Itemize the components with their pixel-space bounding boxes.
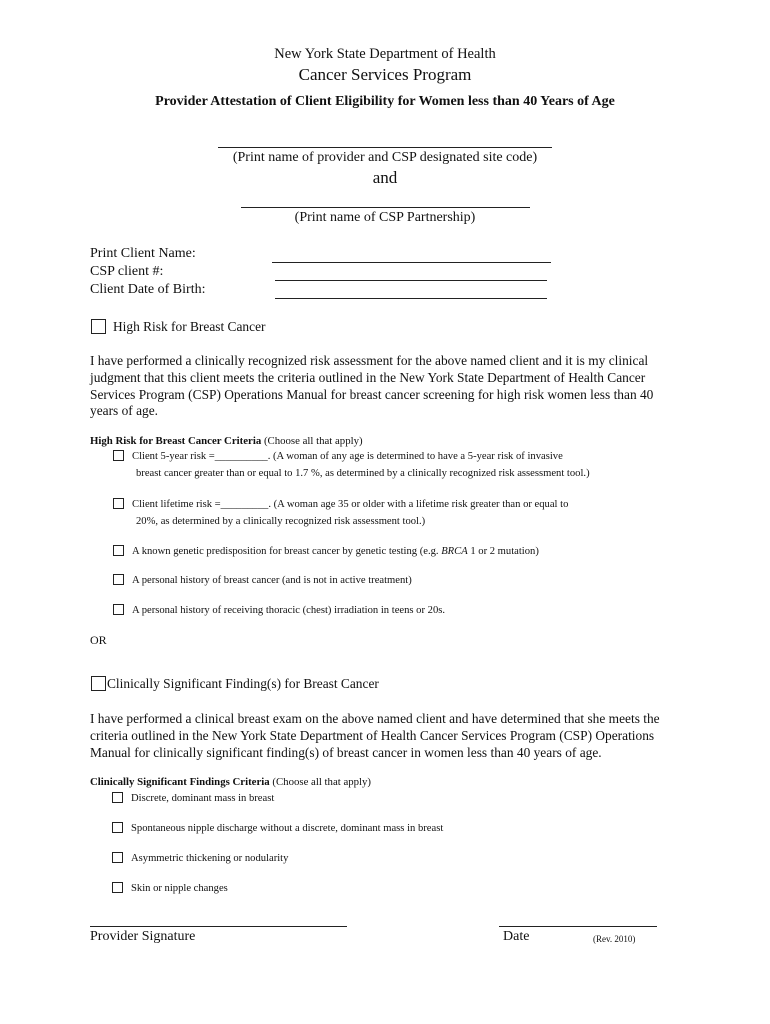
- criterion-irradiation: A personal history of receiving thoracic (chest) irradiation in teens or 20s.: [113, 602, 445, 619]
- clinical-heading: Clinically Significant Finding(s) for Breast Cancer: [91, 676, 379, 692]
- revision-label: (Rev. 2010): [593, 934, 636, 944]
- or-label: OR: [90, 633, 107, 647]
- high-risk-criteria-note: (Choose all that apply): [263, 435, 363, 447]
- criterion-lifetime-checkbox[interactable]: [113, 498, 124, 509]
- provider-name-line[interactable]: [218, 147, 552, 148]
- clinical-mass-checkbox[interactable]: [112, 792, 123, 803]
- clinical-checkbox[interactable]: [91, 676, 106, 691]
- clinical-skin-checkbox[interactable]: [112, 882, 123, 893]
- clinical-criterion-discharge: Spontaneous nipple discharge without a discrete, dominant mass in breast: [112, 820, 443, 837]
- client-dob-label: Client Date of Birth:: [90, 282, 206, 297]
- clinical-criterion-skin: Skin or nipple changes: [112, 880, 228, 897]
- high-risk-checkbox[interactable]: [91, 319, 106, 334]
- and-word: and: [372, 168, 398, 187]
- criterion-5yr-checkbox[interactable]: [113, 450, 124, 461]
- criterion-genetic-checkbox[interactable]: [113, 545, 124, 556]
- high-risk-heading: High Risk for Breast Cancer: [91, 319, 265, 335]
- criterion-irradiation-checkbox[interactable]: [113, 604, 124, 615]
- clinical-paragraph: I have performed a clinical breast exam on the above named client and have determined that she meets the criteria outlined in the New York State Department of Health Cancer Services Program (CSP) Operations Manual for clinically significant finding(s) of breast cancer in women less than 40 years of age.: [90, 711, 660, 760]
- criterion-5yr-risk: Client 5-year risk =__________. (A woman of any age is determined to have a 5-year risk of invasive breast cancer greater than or equal to 1.7 %, as determined by a clinically recognized risk assessment tool.): [113, 448, 590, 482]
- criterion-history-checkbox[interactable]: [113, 574, 124, 585]
- clinical-criteria-header: [90, 776, 371, 788]
- client-name-label: Print Client Name:: [90, 246, 196, 261]
- signature-label: Provider Signature: [90, 929, 196, 944]
- date-label: Date: [503, 929, 530, 944]
- clinical-discharge-checkbox[interactable]: [112, 822, 123, 833]
- clinical-criteria-note: (Choose all that apply): [272, 776, 372, 788]
- criterion-genetic: A known genetic predisposition for breast cancer by genetic testing (e.g. BRCA 1 or 2 mutation): [113, 543, 539, 560]
- provider-caption: (Print name of provider and CSP designated site code): [232, 150, 538, 165]
- client-name-field[interactable]: [272, 262, 551, 263]
- criterion-personal-history: A personal history of breast cancer (and is not in active treatment): [113, 572, 412, 589]
- clinical-criteria-title: Clinically Significant Findings Criteria: [90, 776, 270, 788]
- client-number-field[interactable]: [275, 280, 547, 281]
- clinical-thickening-checkbox[interactable]: [112, 852, 123, 863]
- department-name: New York State Department of Health: [274, 46, 496, 62]
- date-line[interactable]: [499, 926, 657, 927]
- partnership-caption: (Print name of CSP Partnership): [294, 210, 476, 225]
- clinical-criterion-thickening: Asymmetric thickening or nodularity: [112, 850, 288, 867]
- client-number-label: CSP client #:: [90, 264, 164, 279]
- high-risk-paragraph: I have performed a clinically recognized risk assessment for the above named client and it is my clinical judgment that this client meets the criteria outlined in the New York State Department of Health Cancer Services Program (CSP) Operations Manual for breast cancer screening for high risk women less than 40 years of age.: [90, 353, 654, 419]
- high-risk-criteria-header: [90, 435, 363, 447]
- criterion-lifetime-risk: Client lifetime risk =_________. (A woman age 35 or older with a lifetime risk greater than or equal to 20%, as determined by a clinically recognized risk assessment tool.): [113, 496, 568, 530]
- partnership-name-line[interactable]: [241, 207, 530, 208]
- signature-line[interactable]: [90, 926, 347, 927]
- high-risk-criteria-title: High Risk for Breast Cancer Criteria: [90, 435, 262, 447]
- client-dob-field[interactable]: [275, 298, 547, 299]
- program-name: Cancer Services Program: [298, 65, 472, 84]
- form-title: Provider Attestation of Client Eligibility for Women less than 40 Years of Age: [155, 94, 615, 109]
- clinical-criterion-mass: Discrete, dominant mass in breast: [112, 790, 274, 807]
